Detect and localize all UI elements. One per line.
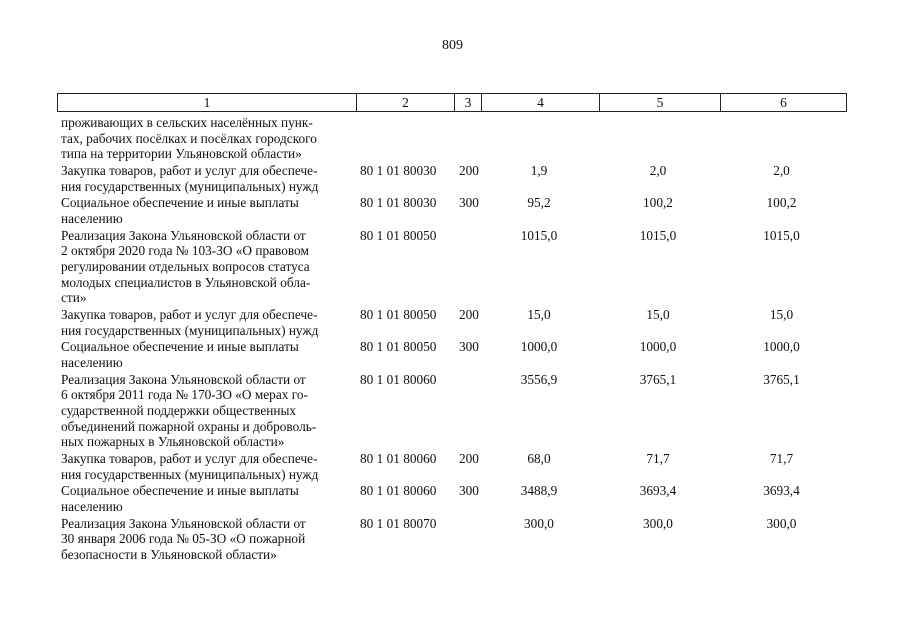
row-name [61,451,353,482]
row-name-line: Закупка товаров, работ и услуг для обеспече- [61,163,318,178]
row-value-2022: 3765,1 [639,371,677,387]
row-name [61,307,353,338]
row-value-2022: 100,2 [643,195,673,211]
row-code: 80 1 01 80050 [360,339,437,355]
row-name [61,372,353,450]
row-name-line: Реализация Закона Ульяновской области от [61,515,306,531]
row-value-2023: 3765,1 [763,371,800,387]
row-name-line: Социальное обеспечение и иные выплаты [61,339,299,355]
row-name-line: населению [61,498,123,514]
column-header-6: 6 [721,94,847,112]
row-name-line: 6 октября 2011 года № 170-ЗО «О мерах го- [61,387,308,403]
row-value-2021: 3488,9 [520,483,558,499]
row-value-2023: 3693,4 [763,483,800,499]
row-code: 80 1 01 80070 [360,515,437,531]
row-value-2022: 3693,4 [639,483,677,499]
row-name-line: Закупка товаров, работ и услуг для обеспече- [61,451,318,466]
row-name-line: ных пожарных в Ульяновской области» [61,434,285,450]
row-name-line: населению [61,354,123,370]
row-value-2022: 15,0 [646,307,670,322]
row-value-2021: 95,2 [527,195,551,211]
row-name-line: Социальное обеспечение и иные выплаты [61,195,299,211]
row-name-line: проживающих в сельских населённых пунк- [61,115,313,130]
row-name-line: регулировании отдельных вопросов статуса [61,258,310,274]
column-header-1: 1 [58,94,357,112]
row-value-2023: 300,0 [766,515,797,531]
row-expense-type: 300 [459,195,479,211]
row-name-line: типа на территории Ульяновской области» [61,146,302,162]
row-code: 80 1 01 80050 [360,307,437,322]
page-number: 809 [442,38,463,53]
row-name [61,195,353,226]
row-name [61,339,353,370]
row-name-line: ния государственных (муниципальных) нужд [61,466,319,482]
row-code: 80 1 01 80060 [360,451,437,466]
row-value-2021: 300,0 [524,515,554,531]
row-name-line: Реализация Закона Ульяновской области от [61,227,306,243]
row-name-line: 2 октября 2020 года № 103-ЗО «О правовом [61,243,309,259]
row-expense-type: 300 [459,483,479,499]
row-value-2023: 100,2 [766,195,797,211]
row-value-2022: 1000,0 [639,339,677,355]
row-value-2023: 1015,0 [763,227,800,243]
row-value-2021: 1015,0 [520,227,558,243]
column-header-2: 2 [357,94,455,112]
row-name-line: 30 января 2006 года № 05-ЗО «О пожарной [61,531,306,547]
table-header [57,93,847,112]
row-name-line: безопасности в Ульяновской области» [61,546,277,562]
column-header-4: 4 [482,94,600,112]
row-value-2021: 1000,0 [520,339,558,355]
row-value-2021: 68,0 [527,451,551,466]
column-number-row [58,94,847,112]
row-code: 80 1 01 80030 [360,195,437,211]
row-name [61,516,353,563]
row-name-line: сти» [61,290,87,306]
row-expense-type: 200 [459,163,479,178]
row-name-line: ния государственных (муниципальных) нужд [61,178,319,194]
row-name-line: объединений пожарной охраны и доброволь- [61,418,317,434]
row-name [61,163,353,194]
row-code: 80 1 01 80060 [360,371,437,387]
row-value-2022: 300,0 [643,515,673,531]
column-header-3: 3 [455,94,482,112]
row-name-line: Социальное обеспечение и иные выплаты [61,483,299,499]
row-name-line: сударственной поддержки общественных [61,402,297,418]
row-name-line: населению [61,210,123,226]
row-name-line: Закупка товаров, работ и услуг для обеспече- [61,307,318,322]
row-name [61,228,353,306]
row-code: 80 1 01 80060 [360,483,437,499]
row-expense-type: 300 [459,339,479,355]
row-value-2022: 71,7 [646,451,670,466]
column-header-5: 5 [600,94,721,112]
row-value-2021: 1,9 [530,163,548,178]
row-value-2021: 3556,9 [520,371,558,387]
row-name-line: ния государственных (муниципальных) нужд [61,322,319,338]
row-expense-type: 200 [459,307,479,322]
row-expense-type: 200 [459,451,479,466]
row-name [61,115,353,162]
row-name [61,483,353,514]
row-value-2023: 71,7 [769,451,794,466]
row-code: 80 1 01 80050 [360,227,437,243]
row-name-line: молодых специалистов в Ульяновской обла- [61,274,311,290]
row-value-2023: 15,0 [769,307,794,322]
row-value-2023: 1000,0 [763,339,800,355]
row-value-2021: 15,0 [527,307,551,322]
row-name-line: Реализация Закона Ульяновской области от [61,371,306,387]
row-code: 80 1 01 80030 [360,163,437,178]
row-value-2023: 2,0 [773,163,790,178]
row-value-2022: 1015,0 [639,227,677,243]
row-value-2022: 2,0 [649,163,667,178]
row-name-line: тах, рабочих посёлках и посёлках городского [61,130,317,146]
